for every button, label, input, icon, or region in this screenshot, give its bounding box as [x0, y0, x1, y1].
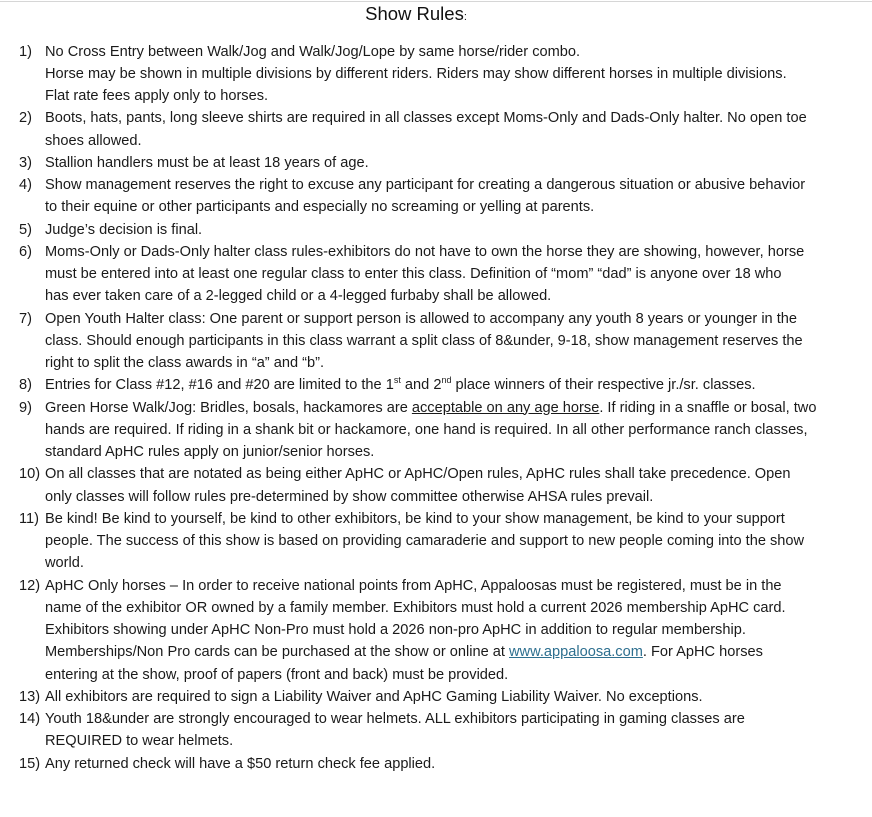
rule-line: [45, 374, 850, 396]
rule-text: Memberships/Non Pro cards can be purchased at the show or online at: [45, 644, 510, 661]
rule-number: 1): [19, 43, 32, 60]
rule-number: 14): [19, 711, 41, 727]
rule-text: . For ApHC horses: [642, 644, 763, 661]
rule-item: [0, 107, 872, 152]
rule-number: 15): [19, 755, 41, 772]
rule-line: Youth 18&under are strongly encouraged to wear helmets. ALL exhibitors participating in gaming classes are: [45, 711, 745, 727]
rule-number: 9): [19, 399, 32, 416]
rule-text: . If riding in a snaffle or bosal, two: [599, 399, 817, 416]
rule-text: Entries for Class #12, #16 and #20 are limited to the 1: [45, 377, 394, 394]
rule-text: Green Horse Walk/Jog: Bridles, bosals, hackamores are: [45, 399, 412, 416]
rule-item: [0, 241, 872, 308]
rule-line: Any returned check will have a $50 return check fee applied.: [45, 755, 436, 772]
rule-line: Boots, hats, pants, long sleeve shirts are required in all classes except Moms-Only and Dads-Only halter. No open toe: [45, 110, 807, 127]
page-title: [0, 3, 832, 28]
rule-line: No Cross Entry between Walk/Jog and Walk/Jog/Lope by same horse/rider combo.: [45, 43, 581, 60]
rule-line: world.: [45, 555, 84, 572]
rule-item: [0, 708, 872, 753]
rule-item: [0, 41, 872, 108]
title-text: Show Rules: [365, 3, 464, 24]
rule-item: [0, 152, 872, 174]
rule-item: [0, 397, 872, 464]
rule-number: 8): [19, 377, 32, 394]
rule-line: Flat rate fees apply only to horses.: [45, 88, 269, 104]
rule-line: class. Should enough participants in this class warrant a split class of 8&under, 9-18, show management reserves the: [45, 332, 803, 349]
rule-line: REQUIRED to wear helmets.: [45, 733, 234, 750]
rule-item: [0, 308, 872, 375]
rule-line: Exhibitors showing under ApHC Non-Pro must hold a 2026 non-pro ApHC in addition to regular membership.: [45, 622, 746, 638]
rule-number: 13): [19, 688, 41, 705]
rule-line: [45, 641, 850, 663]
rule-line: must be entered into at least one regular class to enter this class. Definition of “mom” “dad” is anyone over 18 who: [45, 266, 782, 282]
rule-line: On all classes that are notated as being either ApHC or ApHC/Open rules, ApHC rules shall take precedence. Open: [45, 466, 791, 483]
rule-line: only classes will follow rules pre-determined by show committee otherwise AHSA rules prevail.: [45, 488, 654, 505]
underlined-text: acceptable on any age horse: [411, 399, 600, 416]
rule-line: people. The success of this show is based on providing camaraderie and support to new people coming into the show: [45, 533, 805, 549]
rule-number: 6): [19, 243, 32, 260]
rule-item: [0, 174, 872, 219]
rule-line: hands are required. If riding in a shank bit or hackamore, one hand is required. In all other performance ranch classes,: [45, 421, 808, 438]
top-divider: [0, 1, 872, 2]
rule-line: shoes allowed.: [45, 132, 142, 149]
rules-list: [0, 41, 872, 775]
rule-line: [45, 397, 850, 419]
rule-line: standard ApHC rules apply on junior/senior horses.: [45, 444, 375, 460]
rule-number: 2): [19, 110, 32, 127]
rule-line: Judge’s decision is final.: [45, 221, 203, 238]
rule-line: right to split the class awards in “a” and “b”.: [45, 355, 325, 371]
rule-text: and 2: [400, 377, 442, 394]
rule-number: 12): [19, 577, 41, 594]
rule-line: Moms-Only or Dads-Only halter class rules-exhibitors do not have to own the horse they are showing, however, horse: [45, 243, 805, 260]
rule-number: 3): [19, 154, 32, 171]
rule-line: Horse may be shown in multiple divisions by different riders. Riders may show different horses in multiple divisions.: [45, 65, 787, 82]
rule-line: Show management reserves the right to excuse any participant for creating a dangerous situation or abusive behavior: [45, 177, 806, 193]
title-colon: :: [463, 11, 467, 23]
website-link[interactable]: www.appaloosa.com: [509, 644, 643, 661]
rule-line: to their equine or other participants and especially no screaming or yelling at parents.: [45, 199, 595, 216]
rule-number: 11): [19, 510, 40, 527]
ordinal-suffix: st: [393, 375, 401, 386]
rule-item: [0, 219, 872, 241]
rule-line: Open Youth Halter class: One parent or support person is allowed to accompany any youth 8 years or younger in the: [45, 310, 798, 327]
rule-item: [0, 463, 872, 508]
rule-item: [0, 753, 872, 775]
rule-line: ApHC Only horses – In order to receive national points from ApHC, Appaloosas must be registered, must be in the: [45, 577, 782, 594]
rule-line: Be kind! Be kind to yourself, be kind to other exhibitors, be kind to your show management, be kind to your support: [45, 510, 785, 527]
ordinal-suffix: nd: [441, 375, 452, 386]
rule-line: name of the exhibitor OR owned by a family member. Exhibitors must hold a current 2026 membership ApHC card.: [45, 599, 786, 616]
rule-item: [0, 575, 872, 686]
rule-line: entering at the show, proof of papers (front and back) must be provided.: [45, 666, 509, 683]
rule-item: [0, 374, 872, 396]
rule-line: All exhibitors are required to sign a Liability Waiver and ApHC Gaming Liability Waiver. No exceptions.: [45, 688, 703, 705]
rule-text: place winners of their respective jr./sr. classes.: [451, 377, 756, 394]
rule-item: [0, 508, 872, 575]
rule-number: 4): [19, 177, 32, 193]
rule-number: 10): [19, 466, 41, 483]
rule-number: 5): [19, 221, 32, 238]
rule-line: has ever taken care of a 2-legged child or a 4-legged furbaby shall be allowed.: [45, 288, 552, 305]
rule-item: [0, 686, 872, 708]
rule-line: Stallion handlers must be at least 18 years of age.: [45, 154, 369, 171]
rule-number: 7): [19, 310, 32, 327]
